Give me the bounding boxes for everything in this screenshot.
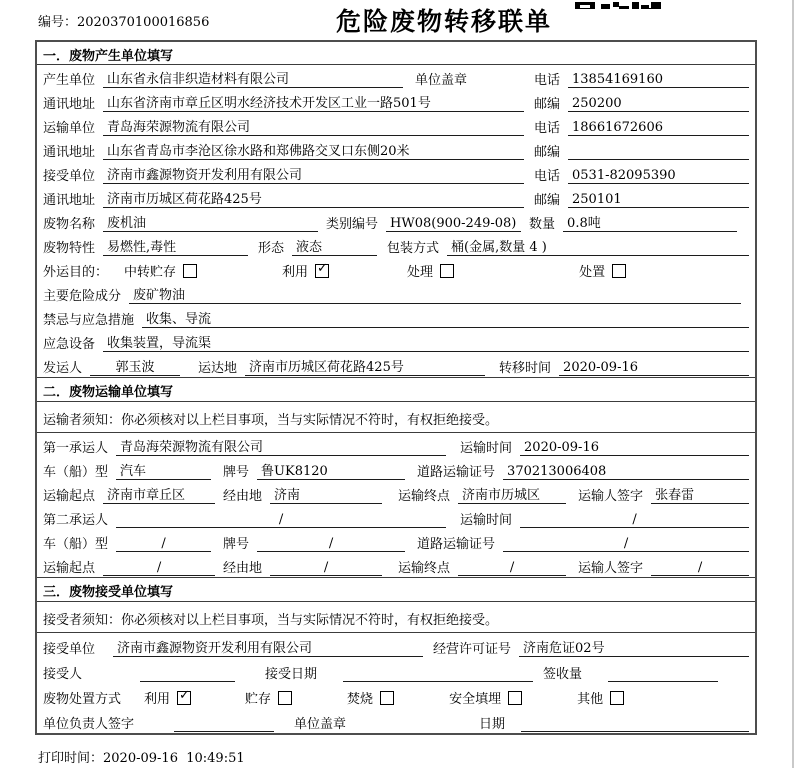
carrier2-row — [37, 505, 755, 529]
producer-row — [37, 65, 755, 89]
transporter-row — [37, 113, 755, 137]
producer-address-field: 山东省济南市章丘区明水经济技术开发区工业一路501号 — [103, 92, 524, 112]
quantity-field: 0.8吨 — [563, 212, 737, 232]
producer-phone-group — [534, 69, 749, 88]
checkbox-label: 中转贮存 — [124, 265, 177, 280]
vehicle-type1-field: 汽车 — [116, 460, 211, 480]
carrier1-label: 第一承运人 — [43, 441, 109, 456]
accept-date-field — [343, 666, 533, 682]
manifest-table — [35, 40, 757, 735]
receiver-address-row — [37, 185, 755, 209]
road-permit1-field: 370213006408 — [503, 464, 749, 480]
carrier1-row — [37, 433, 755, 457]
print-time-label: 打印时间： — [38, 751, 104, 766]
unit-seal-label: 单位盖章 — [415, 73, 468, 88]
transporter-phone-field: 18661672606 — [568, 120, 749, 136]
taboo-label: 禁忌与应急措施 — [43, 313, 135, 328]
carrier2-field: / — [116, 512, 446, 528]
dispatch-row — [37, 353, 755, 377]
route-start-label: 运输起点 — [43, 489, 96, 504]
manager-sign-field — [174, 716, 274, 732]
receiver-notice: 接受者须知：你必须核对以上栏目事项，当与实际情况不符时，有权拒绝接受。 — [37, 602, 755, 633]
accept-unit-row — [37, 633, 755, 658]
category-field: HW08(900-249-08) — [386, 216, 521, 232]
route-start1-field: 济南市章丘区 — [103, 484, 215, 504]
route-via2-field: / — [270, 560, 382, 576]
section1-header: 一．废物产生单位填写 — [37, 42, 755, 65]
checkbox-icon — [440, 264, 454, 278]
route-via-label: 经由地 — [223, 489, 263, 504]
checkbox-icon — [183, 264, 197, 278]
hazard-label: 主要危险成分 — [43, 289, 122, 304]
road-permit-label: 道路运输证号 — [417, 537, 496, 552]
transporter-notice: 运输者须知：你必须核对以上栏目事项，当与实际情况不符时，有权拒绝接受。 — [37, 402, 755, 433]
shipper-field: 郭玉波 — [90, 356, 180, 376]
qr-code-icon — [575, 2, 661, 9]
form-label: 形态 — [258, 241, 285, 256]
equipment-row — [37, 329, 755, 353]
transporter-label: 运输单位 — [43, 121, 96, 136]
page-title: 危险废物转移联单 — [335, 7, 552, 36]
disposal-option-use — [144, 688, 191, 707]
print-time — [38, 747, 245, 766]
qr-code-fragment — [575, 0, 661, 9]
destination-field: 济南市历城区荷花路425号 — [245, 356, 485, 376]
disposal-option-landfill — [449, 688, 522, 707]
disposal-option-store — [245, 688, 292, 707]
receiver-zip-field: 250101 — [568, 192, 749, 208]
vehicle-type-label: 车（船）型 — [43, 537, 109, 552]
shipper-label: 发运人 — [43, 361, 83, 376]
receipt-qty-label: 签收量 — [543, 667, 583, 682]
receiver-phone-group — [534, 165, 749, 184]
unit-seal-label: 单位盖章 — [294, 717, 347, 732]
character-label: 废物特性 — [43, 241, 96, 256]
transporter-zip-field — [568, 144, 749, 160]
page-edge-line — [792, 0, 794, 768]
quantity-label: 数量 — [529, 217, 556, 232]
zip-label: 邮编 — [534, 193, 561, 208]
manager-sign-label: 单位负责人签字 — [43, 717, 135, 732]
transporter-zip-group — [534, 141, 749, 160]
serial-value: 2020370100016856 — [77, 15, 210, 30]
producer-label: 产生单位 — [43, 73, 96, 88]
accept-person-label: 接受人 — [43, 667, 83, 682]
serial-label: 编号： — [38, 15, 78, 30]
waste-name-field: 废机油 — [103, 212, 318, 232]
transport-time2-field: / — [520, 512, 749, 528]
receiver-address-field: 济南市历城区荷花路425号 — [103, 188, 524, 208]
route-via-label: 经由地 — [223, 561, 263, 576]
address-label: 通讯地址 — [43, 145, 96, 160]
checkbox-label: 安全填埋 — [449, 692, 502, 707]
vehicle1-row — [37, 457, 755, 481]
producer-value-field: 山东省永信非织造材料有限公司 — [103, 68, 403, 88]
category-label: 类别编号 — [326, 217, 379, 232]
carrier2-label: 第二承运人 — [43, 513, 109, 528]
vehicle2-row — [37, 529, 755, 553]
checkbox-icon — [177, 691, 191, 705]
route-end-label: 运输终点 — [398, 561, 451, 576]
receipt-qty-field — [608, 666, 718, 682]
route-end-label: 运输终点 — [398, 489, 451, 504]
phone-label: 电话 — [534, 73, 561, 88]
plate-label: 牌号 — [223, 465, 250, 480]
transport-time-label: 运输时间 — [460, 513, 513, 528]
purpose-row — [37, 257, 755, 281]
checkbox-icon — [315, 264, 329, 278]
plate1-field: 鲁UK8120 — [257, 460, 405, 480]
purpose-option-use — [282, 261, 329, 280]
accept-unit-label: 接受单位 — [43, 642, 96, 657]
section2-header: 二．废物运输单位填写 — [37, 377, 755, 402]
hazard-row — [37, 281, 755, 305]
route-start2-field: / — [103, 560, 215, 576]
waste-name-row — [37, 209, 755, 233]
zip-label: 邮编 — [534, 145, 561, 160]
route-end2-field: / — [458, 560, 566, 576]
carrier-sign1-field: 张春雷 — [651, 484, 749, 504]
purpose-option-treat — [407, 261, 454, 280]
print-time-value: 2020-09-16 10:49:51 — [103, 751, 245, 766]
checkbox-label: 处置 — [579, 265, 606, 280]
accept-unit-field: 济南市鑫源物资开发利用有限公司 — [113, 637, 423, 657]
accept-person-field — [140, 666, 235, 682]
road-permit2-field: / — [503, 536, 749, 552]
carrier-sign-label: 运输人签字 — [578, 561, 644, 576]
transport-time-label: 运输时间 — [460, 441, 513, 456]
waste-character-row — [37, 233, 755, 257]
receiver-phone-field: 0531-82095390 — [568, 168, 749, 184]
address-label: 通讯地址 — [43, 97, 96, 112]
accept-person-row — [37, 658, 755, 683]
route2-row — [37, 553, 755, 577]
sign-date-label: 日期 — [479, 717, 506, 732]
checkbox-label: 利用 — [144, 692, 171, 707]
transfer-time-field: 2020-09-16 — [559, 360, 749, 376]
checkbox-icon — [380, 691, 394, 705]
license-field: 济南危证02号 — [519, 637, 749, 657]
carrier1-field: 青岛海荣源物流有限公司 — [116, 436, 446, 456]
disposal-option-incinerate — [347, 688, 394, 707]
equipment-field: 收集装置，导流渠 — [103, 332, 749, 352]
taboo-row — [37, 305, 755, 329]
waste-name-label: 废物名称 — [43, 217, 96, 232]
transporter-address-row — [37, 137, 755, 161]
accept-date-label: 接受日期 — [265, 667, 318, 682]
form-field: 液态 — [292, 236, 377, 256]
producer-zip-group — [534, 93, 749, 112]
transporter-phone-group — [534, 117, 749, 136]
checkbox-label: 焚烧 — [347, 692, 374, 707]
zip-label: 邮编 — [534, 97, 561, 112]
checkbox-icon — [610, 691, 624, 705]
vehicle-type-label: 车（船）型 — [43, 465, 109, 480]
route1-row — [37, 481, 755, 505]
license-label: 经营许可证号 — [433, 642, 512, 657]
checkbox-icon — [278, 691, 292, 705]
route-via1-field: 济南 — [270, 484, 382, 504]
checkbox-label: 利用 — [282, 265, 309, 280]
checkbox-label: 其他 — [577, 692, 604, 707]
transfer-time-label: 转移时间 — [499, 361, 552, 376]
checkbox-label: 贮存 — [245, 692, 272, 707]
route-end1-field: 济南市历城区 — [458, 484, 566, 504]
transporter-value-field: 青岛海荣源物流有限公司 — [103, 116, 524, 136]
disposal-row — [37, 683, 755, 708]
transporter-address-field: 山东省青岛市李沧区徐水路和郑佛路交叉口东侧20米 — [103, 140, 524, 160]
carrier-sign2-field: / — [651, 560, 749, 576]
checkbox-label: 处理 — [407, 265, 434, 280]
carrier-sign-label: 运输人签字 — [578, 489, 644, 504]
receiver-row — [37, 161, 755, 185]
equipment-label: 应急设备 — [43, 337, 96, 352]
checkbox-icon — [612, 264, 626, 278]
phone-label: 电话 — [534, 169, 561, 184]
producer-zip-field: 250200 — [568, 96, 749, 112]
road-permit-label: 道路运输证号 — [417, 465, 496, 480]
hazard-field: 废矿物油 — [129, 284, 741, 304]
taboo-field: 收集、导流 — [142, 308, 749, 328]
packing-label: 包装方式 — [387, 241, 440, 256]
purpose-label: 外运目的： — [43, 265, 109, 280]
plate2-field: / — [257, 536, 405, 552]
route-start-label: 运输起点 — [43, 561, 96, 576]
character-field: 易燃性,毒性 — [103, 236, 248, 256]
receiver-value-field: 济南市鑫源物资开发利用有限公司 — [103, 164, 524, 184]
manager-sign-row — [37, 708, 755, 733]
phone-label: 电话 — [534, 121, 561, 136]
destination-label: 运达地 — [198, 361, 238, 376]
section3-header: 三．废物接受单位填写 — [37, 577, 755, 602]
sign-date-field — [521, 716, 749, 732]
purpose-option-dispose — [579, 261, 626, 280]
purpose-option-transfer — [124, 261, 197, 280]
producer-phone-field: 13854169160 — [568, 72, 749, 88]
disposal-label: 废物处置方式 — [43, 692, 122, 707]
receiver-zip-group — [534, 189, 749, 208]
plate-label: 牌号 — [223, 537, 250, 552]
receiver-label: 接受单位 — [43, 169, 96, 184]
producer-address-row — [37, 89, 755, 113]
checkbox-icon — [508, 691, 522, 705]
vehicle-type2-field: / — [116, 536, 211, 552]
address-label: 通讯地址 — [43, 193, 96, 208]
disposal-option-other — [577, 688, 624, 707]
transport-time1-field: 2020-09-16 — [520, 440, 749, 456]
packing-field: 桶(金属,数量 4 ) — [447, 236, 749, 256]
